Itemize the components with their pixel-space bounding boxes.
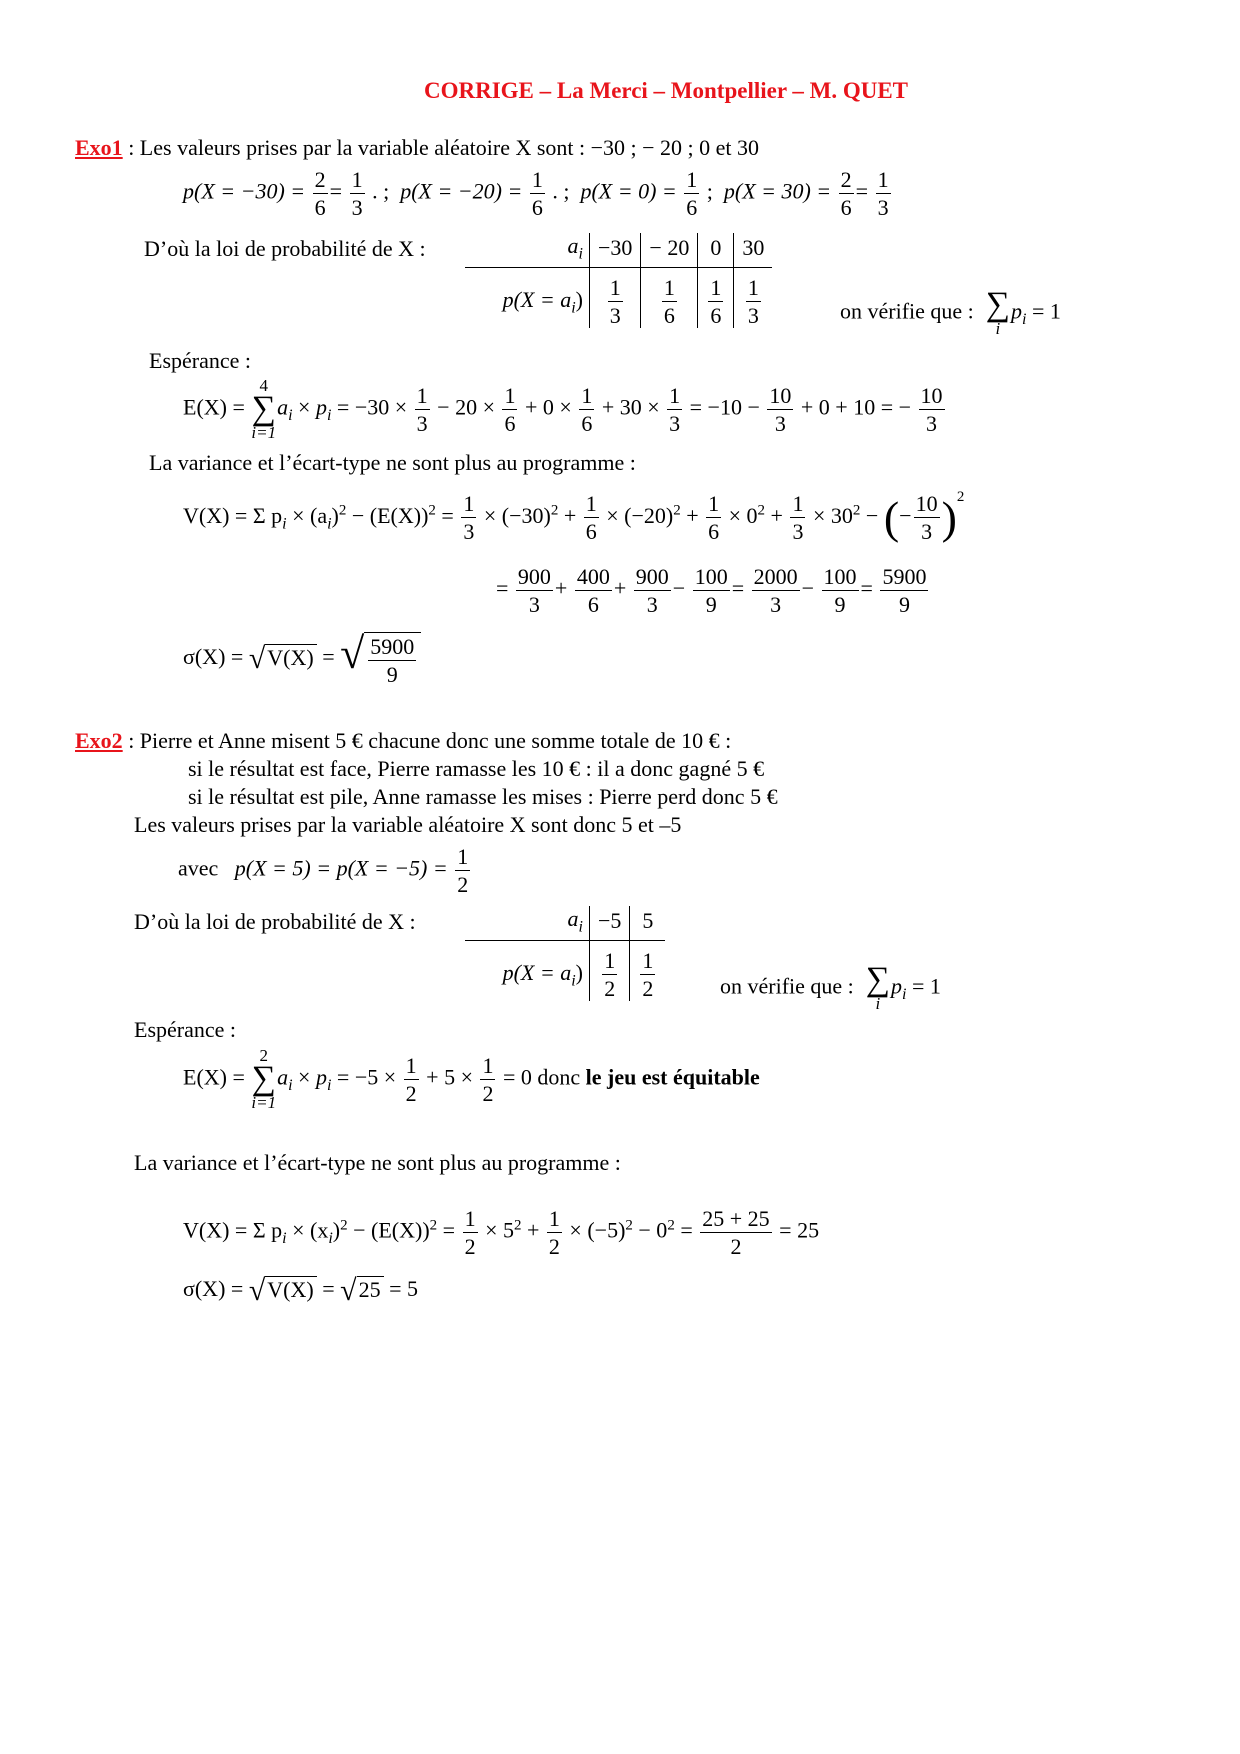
sum-symbol: 2 ∑ i=1 [251,1046,277,1112]
exo1-probabilities: p(X = −30) = $\frac{2}{6}$ = $\frac{1}{3}$ . ; p(X = −20) = $\frac{1}{6}$ . ; p(X = 0) = $\frac{1}{6}$ ; p(X = 30) = $\frac{2}{6}$ = $\frac{1}{3}$ [183,167,889,221]
sum-symbol: ∑ i [865,961,891,1013]
exo2-esperance-formula: E(X) = 2 ∑ i=1 $a_i \times p_i = -5$ × $\frac{1}{2}$ + 5 × $\frac{1}{2}$ = 0 donc le jeu est équitable [183,1046,760,1112]
exo1-p3-lhs: p(X = 0) = [580,178,677,204]
exo1-p2-lhs: p(X = −20) = [400,178,523,204]
fraction: $\frac{1}{6}$ [531,167,543,221]
exo2-sigma-formula: σ(X) = √ V(X) = √ 25 = 5 [183,1274,419,1307]
fraction: $\frac{2}{6}$ [840,167,852,221]
exo1-verify: on vérifie que : ∑ i $p_i = 1$ [840,286,1061,338]
table-prob: $\frac{1}{3}$ [747,275,759,329]
exo1-variance-note: La variance et l’écart-type ne sont plus au programme : [149,450,636,475]
sqrt-symbol: √ V(X) [249,644,317,674]
exo2-variance-note: La variance et l’écart-type ne sont plus au programme : [134,1150,621,1175]
exo2-verify: on vérifie que : ∑ i $p_i = 1$ [720,961,941,1013]
table-prob: $\frac{1}{6}$ [663,275,675,329]
exo2-line3: si le résultat est pile, Anne ramasse les mises : Pierre perd donc 5 € [188,784,778,809]
sqrt-symbol: √ $\frac{5900}{9}$ [340,632,421,686]
exo1-law-label: D’où la loi de probabilité de X : [144,236,426,261]
fraction: $\frac{1}{6}$ [686,167,698,221]
table-value: 30 [734,233,773,268]
exo1-variance-formula: V(X) = Σ $p_i \times (a_i)^2 - (E(X))^2$ = $\frac{1}{3}$ × $(-30)^2$ + $\frac{1}{6}$ × $(-20)^2$ + $\frac{1}{6}$ × $0^2$ + $\frac{1}{3}$ × $30^2$ − (− $\frac{10}{3}$ )$^2$ [183,489,965,545]
table-prob: $\frac{1}{2}$ [604,948,616,1002]
table-header-ai: $a_i$ [465,233,590,268]
exo1-p4-lhs: p(X = 30) = [723,178,832,204]
table-value: −5 [590,906,630,941]
table-prob: $\frac{1}{3}$ [609,275,621,329]
exo1-intro: : Les valeurs prises par la variable aléatoire X sont : −30 ; − 20 ; 0 et 30 [122,135,760,160]
fraction: $\frac{1}{3}$ [351,167,363,221]
exo2-line2: si le résultat est face, Pierre ramasse les 10 € : il a donc gagné 5 € [188,756,765,781]
exo2-law-label: D’où la loi de probabilité de X : [134,909,416,934]
exo2-label: Exo2 [75,728,123,753]
fraction: $\frac{1}{3}$ [877,167,889,221]
exo2-esperance-label: Espérance : [134,1017,236,1042]
table-prob: $\frac{1}{6}$ [710,275,722,329]
table-header-prob: $p(X = a_i)$ [502,286,583,317]
exo1-esperance-label: Espérance : [149,348,251,373]
table-value: − 20 [641,233,698,268]
exo1-variance-calc: = $\frac{900}{3}$ + $\frac{400}{6}$ + $\frac{900}{3}$ − $\frac{100}{9}$ = $\frac{2000}{3}$ − $\frac{100}{9}$ = $\frac{5900}{9}$ [496,564,927,618]
exo2-line4: Les valeurs prises par la variable aléatoire X sont donc 5 et –5 [134,812,682,837]
exo2-probability-table [465,906,665,1001]
table-prob: $\frac{1}{2}$ [642,948,654,1002]
table-value: −30 [590,233,641,268]
table-value: 5 [630,906,666,941]
exo2-intro: : Pierre et Anne misent 5 € chacune donc une somme totale de 10 € : [122,728,732,753]
exo1-esperance-formula: E(X) = 4 ∑ i=1 $a_i \times p_i = -30$ × $\frac{1}{3}$ − 20 × $\frac{1}{6}$ + 0 × $\frac{1}{6}$ + 30 × $\frac{1}{3}$ = −10 − $\frac{10}{3}$ + 0 + 10 = − $\frac{10}{3}$ [183,376,943,442]
table-value: 0 [698,233,734,268]
sum-symbol: ∑ i [985,286,1011,338]
page-title: CORRIGE – La Merci – Montpellier – M. QUET [424,78,909,103]
equitable-conclusion: le jeu est équitable [585,1064,760,1090]
sqrt-symbol: √ V(X) [249,1276,317,1306]
exo1-intro-line [75,137,759,159]
sum-symbol: 4 ∑ i=1 [251,376,277,442]
exo1-p1-lhs: p(X = −30) = [183,178,306,204]
exo2-avec-line: avec p(X = 5) = p(X = −5) = $\frac{1}{2}$ [178,844,469,898]
table-header-ai: $a_i$ [465,906,590,941]
fraction: $\frac{2}{6}$ [314,167,326,221]
sqrt-symbol: √ 25 [340,1276,383,1306]
exo2-variance-formula: V(X) = Σ $p_i \times (x_i)^2 - (E(X))^2$ = $\frac{1}{2}$ × $5^2$ + $\frac{1}{2}$ × $(-5)^2 - 0^2$ = $\frac{25 + 25}{2}$ = 25 [183,1206,820,1260]
exo1-sigma-formula: σ(X) = √ V(X) = √ $\frac{5900}{9}$ [183,632,421,686]
exo1-probability-table [465,233,772,328]
exo1-label: Exo1 [75,135,123,160]
exo2-intro-line [75,730,731,752]
table-header-prob: $p(X = a_i)$ [502,959,583,990]
